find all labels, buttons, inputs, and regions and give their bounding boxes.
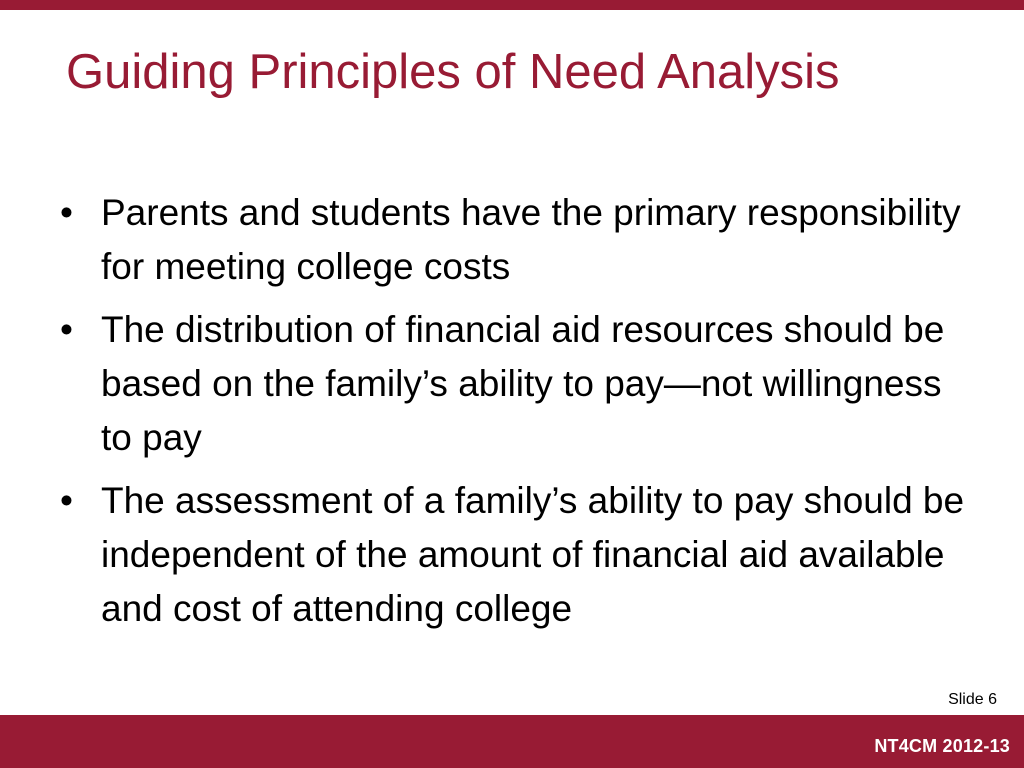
slide-number: Slide 6 bbox=[948, 691, 997, 708]
slide-title: Guiding Principles of Need Analysis bbox=[66, 45, 840, 99]
bullet-text: The assessment of a family’s ability to pay should be independent of the amount of financial aid available and cost of attending college bbox=[101, 480, 965, 629]
bullet-marker: • bbox=[60, 309, 73, 350]
bullet-list bbox=[60, 186, 970, 645]
top-accent-bar bbox=[0, 0, 1024, 10]
bullet-marker: • bbox=[60, 192, 73, 233]
footer-label: NT4CM 2012-13 bbox=[874, 736, 1010, 756]
bullet-text: The distribution of financial aid resources should be based on the family’s ability to pay—not willingness to pay bbox=[101, 309, 945, 458]
bullet-item bbox=[60, 474, 970, 636]
footer-bar bbox=[0, 715, 1024, 768]
bullet-text: Parents and students have the primary responsibility for meeting college costs bbox=[101, 192, 961, 287]
bullet-item bbox=[60, 186, 970, 294]
bullet-item bbox=[60, 303, 970, 465]
bullet-marker: • bbox=[60, 480, 73, 521]
